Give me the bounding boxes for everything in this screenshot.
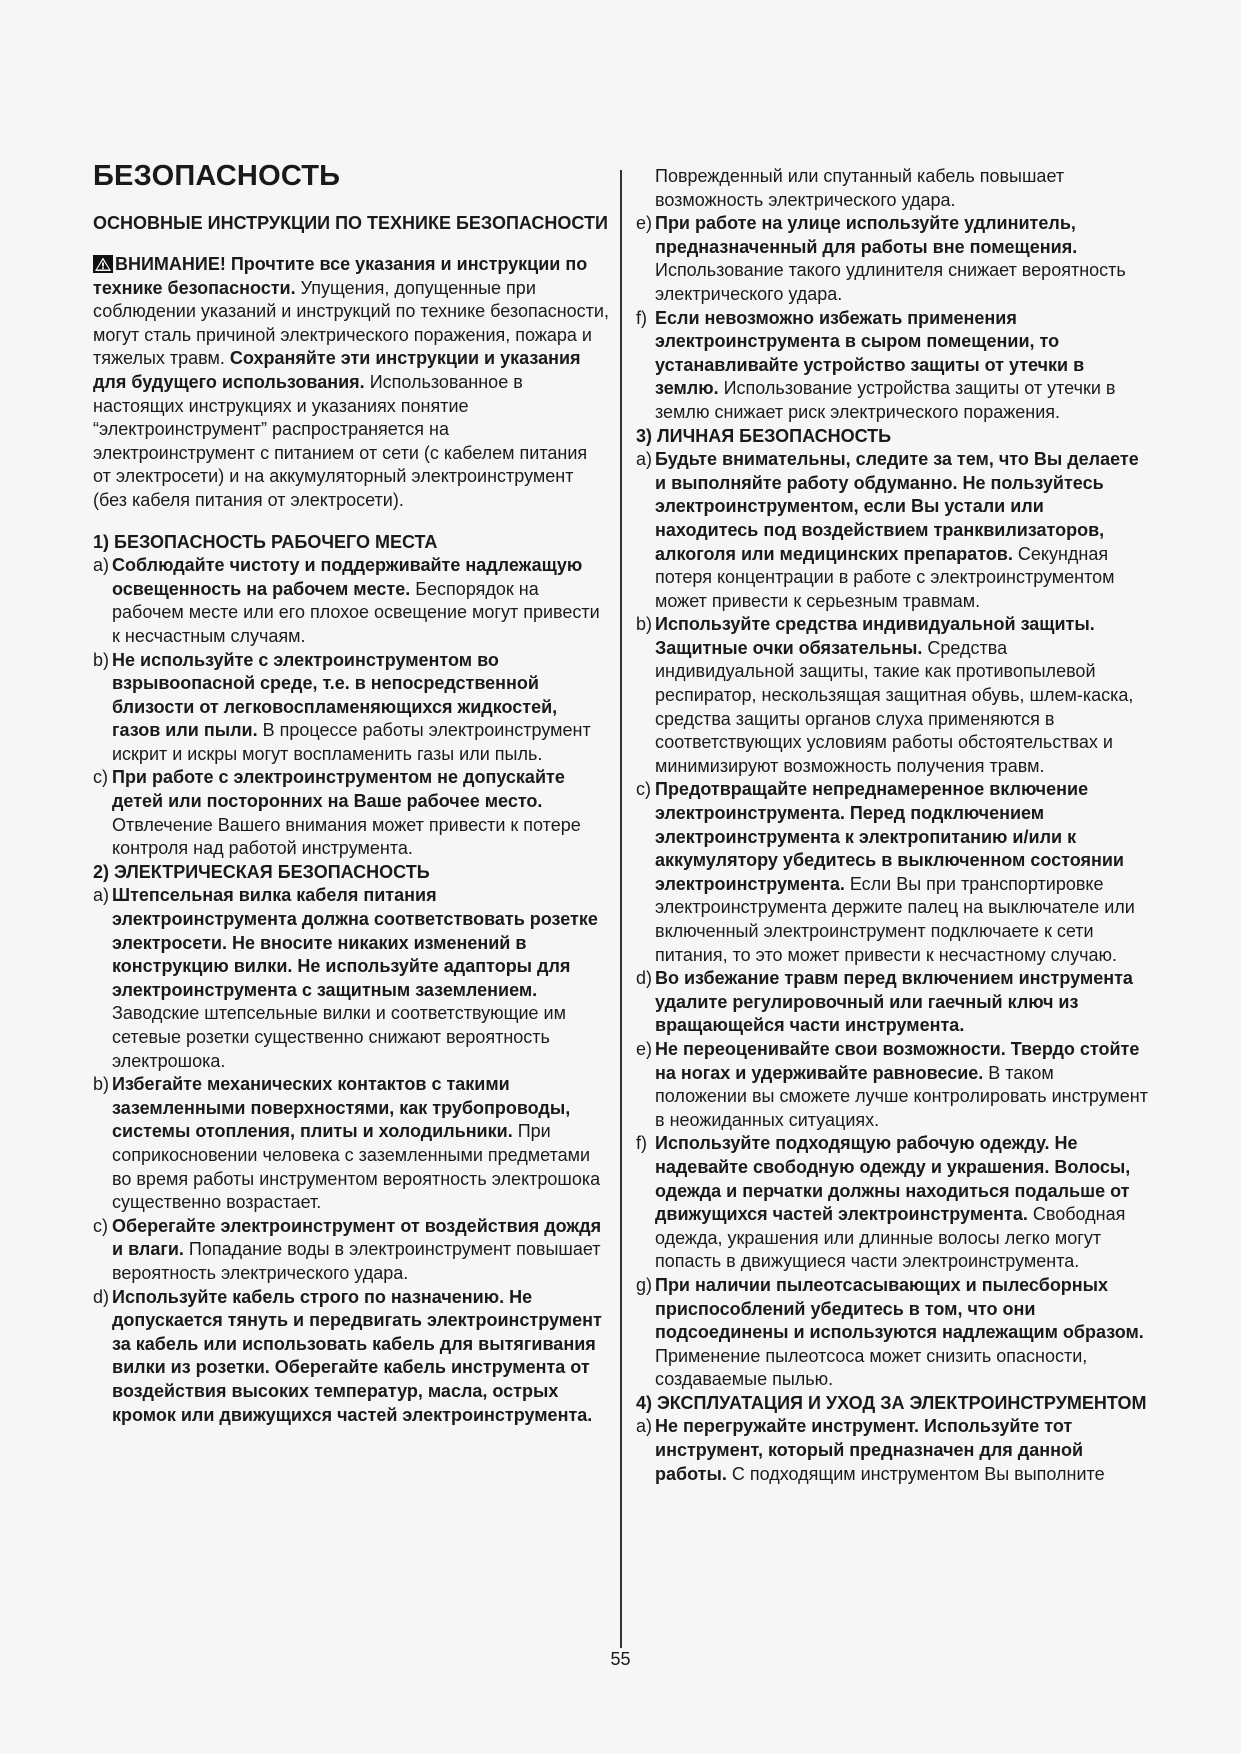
list-item <box>636 1132 1148 1274</box>
list-item <box>93 1286 610 1428</box>
item-bold: Если невозможно избежать применения электроинструмента в сыром помещении, то устанавливайте устройство защиты от утечки в землю. <box>655 307 1085 399</box>
item-text: Применение пылеотсоса может снизить опасности, создаваемые пылью. <box>655 1345 1088 1390</box>
item-letter: a) <box>93 885 110 906</box>
item-bold: Будьте внимательны, следите за тем, что Вы делаете и выполняйте работу обдуманно. Не пользуйтесь электроинструментом, если Вы устали или находитесь под воздействием транквилизаторов, алкоголя или медицинских препаратов. <box>655 449 1139 564</box>
item-letter: b) <box>636 614 653 635</box>
item-letter: e) <box>636 213 653 234</box>
item-bold: Предотвращайте непреднамеренное включение электроинструмента. Перед подключением электроинструмента к электропитанию и/или к аккумулятору убедитесь в выключенном состоянии электроинструмента. <box>655 779 1124 894</box>
warning-bold-2: Сохраняйте эти инструкции и указания для будущего использования. <box>93 348 581 392</box>
list-item <box>636 613 1148 778</box>
list-item <box>636 1038 1148 1132</box>
item-bold: Штепсельная вилка кабеля питания электроинструмента должна соответствовать розетке электросети. Не вносите никаких изменений в конструкцию вилки. Не используйте адапторы для электроинструмента с защитным заземлением. <box>112 885 598 1000</box>
right-column <box>636 165 1148 1486</box>
item-text: Секундная потеря концентрации в работе с электроинструментом может привести к серьезным травмам. <box>655 543 1115 611</box>
item-bold: Используйте подходящую рабочую одежду. Не надевайте свободную одежду и украшения. Волосы, одежда и перчатки должны находиться подальше от движущихся частей электроинструмента. <box>655 1133 1131 1225</box>
list-item <box>93 1215 610 1286</box>
item-letter: d) <box>636 968 653 989</box>
section-2-list <box>93 884 610 1427</box>
list-item <box>93 649 610 767</box>
item-letter: c) <box>93 767 108 788</box>
list-item <box>636 967 1148 1038</box>
item-letter: g) <box>636 1274 653 1295</box>
item-text: Если Вы при транспортировке электроинструмента держите палец на выключателе или включенный электроинструмент подключаете к сети питания, то это может привести к несчастному случаю. <box>655 873 1135 965</box>
item-bold: Не переоценивайте свои возможности. Твердо стойте на ногах и удерживайте равновесие. <box>655 1038 1140 1083</box>
list-item <box>93 884 610 1073</box>
item-bold: Используйте кабель строго по назначению. Не допускается тянуть и передвигать электроинструмент за кабель или использовать кабель для вытягивания вилки из розетки. Оберегайте кабель инструмента от воздействия высоких температур, масла, острых кромок или движущихся частей электроинструмента. <box>112 1286 602 1425</box>
section-heading-3: 3) ЛИЧНАЯ БЕЗОПАСНОСТЬ <box>636 425 892 446</box>
continuation-text: Поврежденный или спутанный кабель повышает возможность электрического удара. <box>655 166 1065 210</box>
list-item <box>636 778 1148 967</box>
item-text: Попадание воды в электроинструмент повышает вероятность электрического удара. <box>112 1239 601 1283</box>
left-column <box>93 160 610 1427</box>
item-bold: Соблюдайте чистоту и поддерживайте надлежащую освещенность на рабочем месте. <box>112 555 583 599</box>
section-heading-1: 1) БЕЗОПАСНОСТЬ РАБОЧЕГО МЕСТА <box>93 531 438 552</box>
item-letter: c) <box>636 779 651 800</box>
item-bold: Оберегайте электроинструмент от воздействия дождя и влаги. <box>112 1215 602 1260</box>
subtitle: ОСНОВНЫЕ ИНСТРУКЦИИ ПО ТЕХНИКЕ БЕЗОПАСНОСТИ <box>93 213 608 233</box>
column-divider <box>620 170 622 1648</box>
section-heading-2: 2) ЭЛЕКТРИЧЕСКАЯ БЕЗОПАСНОСТЬ <box>93 861 430 882</box>
list-item <box>636 448 1148 613</box>
item-letter: c) <box>93 1215 108 1236</box>
list-item <box>636 1274 1148 1392</box>
item-text: Отвлечение Вашего внимания может привести к потере контроля над работой инструмента. <box>112 814 581 859</box>
page-number: 55 <box>610 1649 631 1669</box>
item-text: В таком положении вы сможете лучше контролировать инструмент в неожиданных ситуациях. <box>655 1062 1148 1130</box>
list-item <box>93 766 610 860</box>
warning-triangle-icon <box>93 255 113 273</box>
item-bold: Избегайте механических контактов с такими заземленными поверхностями, как трубопроводы, системы отопления, плиты и холодильники. <box>112 1074 571 1142</box>
warning-paragraph <box>93 253 610 513</box>
list-item <box>636 307 1148 425</box>
item-text: Использование такого удлинителя снижает вероятность электрического удара. <box>655 260 1126 304</box>
page-title: БЕЗОПАСНОСТЬ <box>93 160 341 192</box>
item-bold: При работе с электроинструментом не допускайте детей или посторонних на Ваше рабочее место. <box>112 767 565 812</box>
item-text: Средства индивидуальной защиты, такие как противопылевой респиратор, нескользящая защитная обувь, шлем-каска, средства защиты органов слуха применяются в соответствующих условиям работы обстоятельствах и минимизируют возможность получения травм. <box>655 637 1134 776</box>
item-bold: При наличии пылеотсасывающих и пылесборных приспособлений убедитесь в том, что они подсоединены и используются надлежащим образом. <box>655 1274 1144 1343</box>
item-bold: Во избежание травм перед включением инструмента удалите регулировочный или гаечный ключ из вращающейся части инструмента. <box>655 968 1133 1036</box>
item-bold: При работе на улице используйте удлинитель, предназначенный для работы вне помещения. <box>655 213 1078 257</box>
item-letter: f) <box>636 307 647 328</box>
section-2-list-continued <box>636 212 1148 424</box>
section-4-list <box>636 1415 1148 1486</box>
item-bold: Используйте средства индивидуальной защиты. Защитные очки обязательны. <box>655 614 1095 658</box>
item-text: В процессе работы электроинструмент искрит и искры могут воспламенить газы или пыль. <box>112 720 591 764</box>
item-letter: a) <box>636 449 653 470</box>
list-item <box>636 212 1148 306</box>
item-letter: b) <box>93 649 110 670</box>
warning-text-1: Упущения, допущенные при соблюдении указаний и инструкций по технике безопасности, могут сталь причиной электрического поражения, пожара и тяжелых травм. <box>93 277 609 369</box>
item-letter: a) <box>636 1416 653 1437</box>
section-3-list <box>636 448 1148 1392</box>
list-item <box>636 1415 1148 1486</box>
item-text: Свободная одежда, украшения или длинные волосы легко могут попасть в движущиеся части электроинструмента. <box>655 1204 1126 1272</box>
warning-bold-1: ВНИМАНИЕ! Прочтите все указания и инструкции по технике безопасности. <box>93 254 588 298</box>
item-letter: b) <box>93 1074 110 1095</box>
item-text: При соприкосновении человека с заземленными предметами во время работы инструментом вероятность электрошока существенно возрастает. <box>112 1121 601 1213</box>
list-item <box>93 554 610 648</box>
list-item <box>93 1073 610 1215</box>
item-text: Беспорядок на рабочем месте или его плохое освещение могут привести к несчастным случаям. <box>112 578 600 646</box>
item-text: С подходящим инструментом Вы выполните <box>726 1463 1105 1484</box>
section-heading-4: 4) ЭКСПЛУАТАЦИЯ И УХОД ЗА ЭЛЕКТРОИНСТРУМЕНТОМ <box>636 1392 1147 1413</box>
item-bold: Не используйте с электроинструментом во взрывоопасной среде, т.е. в непосредственной близости от легковоспламеняющихся жидкостей, газов или пыли. <box>112 649 558 741</box>
item-letter: f) <box>636 1133 647 1154</box>
item-text: Заводские штепсельные вилки и соответствующие им сетевые розетки существенно снижают вероятность электрошока. <box>112 1003 566 1071</box>
item-letter: d) <box>93 1286 110 1307</box>
section-1-list <box>93 554 610 861</box>
item-letter: e) <box>636 1038 653 1059</box>
item-letter: a) <box>93 555 110 576</box>
item-text: Использование устройства защиты от утечки в землю снижает риск электрического поражения. <box>655 378 1116 422</box>
warning-text-2: Использованное в настоящих инструкциях и указаниях понятие “электроинструмент” распространяется на электроинструмент с питанием от сети (с кабелем питания от электросети) и на аккумуляторный электроинструмент (без кабеля питания от электросети). <box>93 371 588 510</box>
item-bold: Не перегружайте инструмент. Используйте тот инструмент, который предназначен для данной работы. <box>655 1416 1084 1484</box>
